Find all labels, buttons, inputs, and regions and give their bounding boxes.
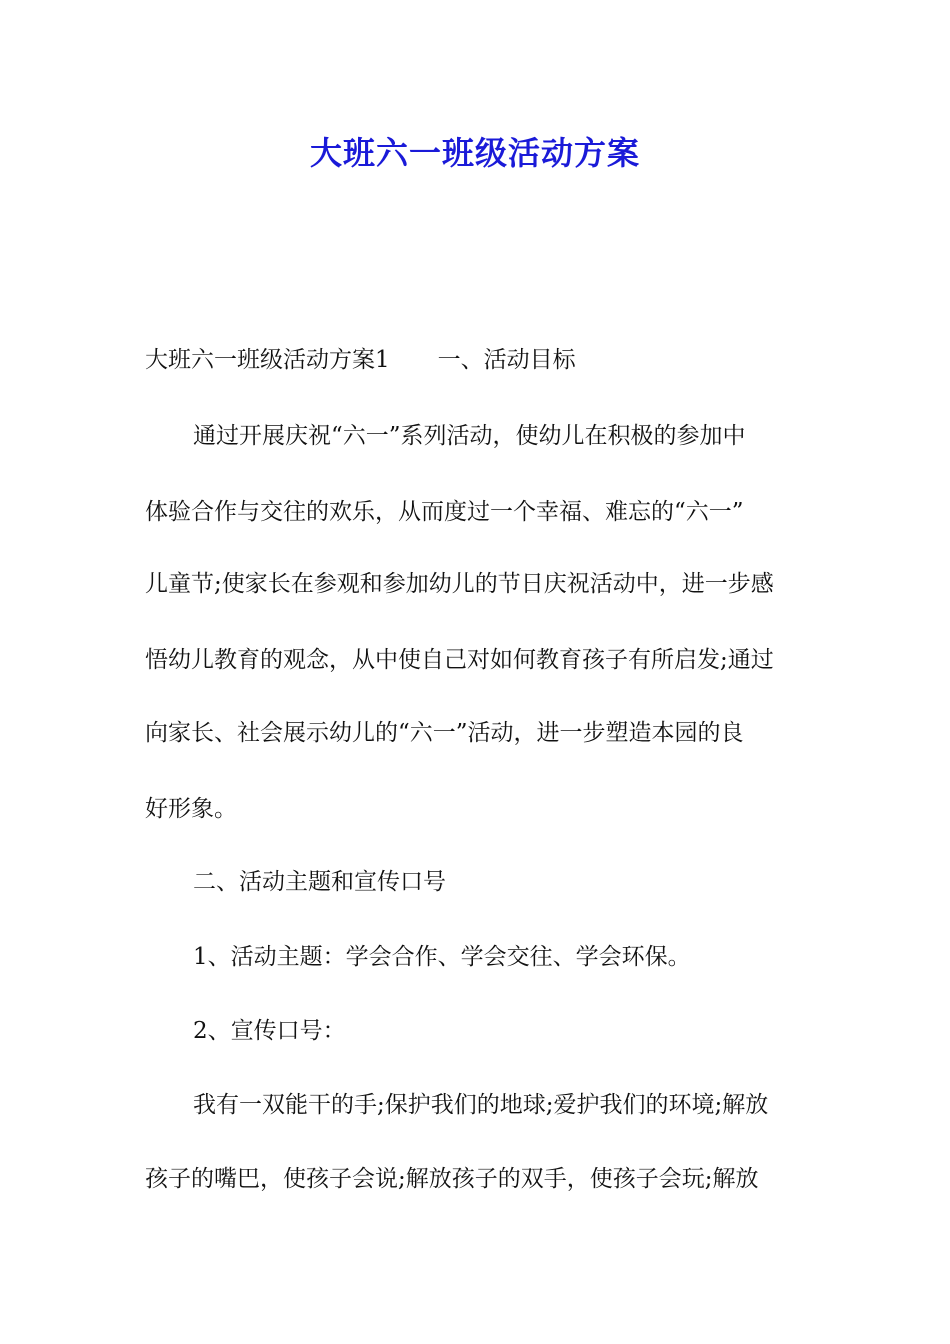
slogan-line: 孩子的嘴巴，使孩子会说;解放孩子的双手，使孩子会玩;解放	[145, 1166, 759, 1192]
plan-heading: 大班六一班级活动方案1	[145, 347, 390, 373]
theme-line: 1、活动主题：学会合作、学会交往、学会环保。	[193, 944, 691, 970]
section1-heading: 一、活动目标	[437, 347, 576, 373]
plan-heading-line	[145, 345, 810, 375]
paragraph-line: 好形象。	[145, 796, 237, 822]
section2-heading: 二、活动主题和宣传口号	[193, 869, 446, 895]
paragraph-line: 体验合作与交往的欢乐，从而度过一个幸福、难忘的“六一”	[145, 499, 744, 525]
slogan-line: 我有一双能干的手;保护我们的地球;爱护我们的环境;解放	[193, 1092, 769, 1118]
document-title: 大班六一班级活动方案	[309, 134, 640, 172]
paragraph-line: 悟幼儿教育的观念，从中使自己对如何教育孩子有所启发;通过	[145, 647, 774, 673]
paragraph-line: 儿童节;使家长在参观和参加幼儿的节日庆祝活动中，进一步感	[145, 571, 774, 597]
slogan-heading: 2、宣传口号：	[193, 1018, 346, 1044]
paragraph-line: 向家长、社会展示幼儿的“六一”活动，进一步塑造本园的良	[145, 720, 744, 746]
paragraph-line: 通过开展庆祝“六一”系列活动，使幼儿在积极的参加中	[193, 423, 746, 449]
